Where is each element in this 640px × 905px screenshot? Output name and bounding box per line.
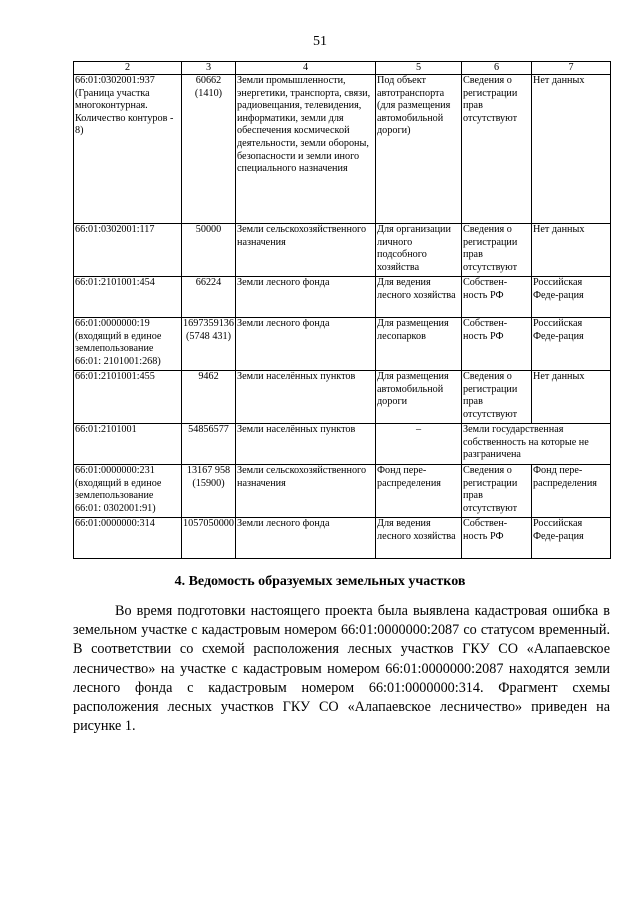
land-category-cell: Земли сельскохозяйственного назначения bbox=[236, 224, 376, 277]
cadastral-number-cell: 66:01:0000000:231 (входящий в единое землепользование 66:01: 0302001:91) bbox=[74, 465, 182, 518]
ownership-cell: Собствен-ность РФ bbox=[462, 318, 532, 371]
table-row bbox=[74, 277, 611, 318]
section-title: 4. Ведомость образуемых земельных участков bbox=[174, 574, 466, 589]
land-category-cell: Земли лесного фонда bbox=[236, 318, 376, 371]
land-category-cell: Земли населённых пунктов bbox=[236, 424, 376, 465]
owner-cell: Фонд пере-распределения bbox=[532, 465, 611, 518]
cadastral-number-cell: 66:01:0302001:117 bbox=[74, 224, 182, 277]
permitted-use-cell: Для ведения лесного хозяйства bbox=[376, 518, 462, 559]
column-header: 3 bbox=[182, 62, 236, 75]
permitted-use-cell: Для ведения лесного хозяйства bbox=[376, 277, 462, 318]
owner-cell: Нет данных bbox=[532, 371, 611, 424]
land-category-cell: Земли лесного фонда bbox=[236, 277, 376, 318]
permitted-use-cell: Для размещения лесопарков bbox=[376, 318, 462, 371]
owner-cell: Российская Феде-рация bbox=[532, 318, 611, 371]
cadastral-number-cell: 66:01:2101001:455 bbox=[74, 371, 182, 424]
ownership-cell: Земли государственная собственность на которые не разграничена bbox=[462, 424, 611, 465]
land-plots-table bbox=[73, 61, 611, 559]
area-cell: 50000 bbox=[182, 224, 236, 277]
owner-cell: Российская Феде-рация bbox=[532, 277, 611, 318]
owner-cell: Российская Феде-рация bbox=[532, 518, 611, 559]
table-row bbox=[74, 318, 611, 371]
table-row bbox=[74, 518, 611, 559]
permitted-use-cell: Под объект автотранспорта (для размещения автомобильной дороги) bbox=[376, 75, 462, 224]
table-row bbox=[74, 424, 611, 465]
area-cell: 1057050000 bbox=[182, 518, 236, 559]
owner-cell: Нет данных bbox=[532, 224, 611, 277]
table-row bbox=[74, 371, 611, 424]
table-row bbox=[74, 465, 611, 518]
land-category-cell: Земли промышленности, энергетики, транспорта, связи, радиовещания, телевидения, информатики, земли для обеспечения космической деятельности, земли обороны, безопасности и земли иного специального назначения bbox=[236, 75, 376, 224]
table-header-row bbox=[74, 62, 611, 75]
column-header: 6 bbox=[462, 62, 532, 75]
cadastral-number-cell: 66:01:2101001:454 bbox=[74, 277, 182, 318]
area-cell: 54856577 bbox=[182, 424, 236, 465]
land-category-cell: Земли сельскохозяйственного назначения bbox=[236, 465, 376, 518]
land-category-cell: Земли лесного фонда bbox=[236, 518, 376, 559]
owner-cell: Нет данных bbox=[532, 75, 611, 224]
cadastral-number-cell: 66:01:0000000:19 (входящий в единое землепользование 66:01: 2101001:268) bbox=[74, 318, 182, 371]
column-header: 4 bbox=[236, 62, 376, 75]
area-cell: 60662 (1410) bbox=[182, 75, 236, 224]
permitted-use-cell: Для организации личного подсобного хозяйства bbox=[376, 224, 462, 277]
area-cell: 66224 bbox=[182, 277, 236, 318]
page-number: 51 bbox=[313, 34, 327, 49]
table-row bbox=[74, 224, 611, 277]
cadastral-number-cell: 66:01:2101001 bbox=[74, 424, 182, 465]
body-paragraph: Во время подготовки настоящего проекта была выявлена кадастровая ошибка в земельном участке с кадастровым номером 66:01:0000000:2087 со статусом временный. В соответствии со схемой расположения лесных участков ГКУ СО «Алапаевское лесничество» на участке с кадастровым номером 66:01:0000000:2087 находятся земли лесного фонда с кадастровым номером 66:01:0000000:314. Фрагмент схемы расположения лесных участков ГКУ СО «Алапаевское лесничество» приведен на рисунке 1. bbox=[73, 603, 610, 735]
ownership-cell: Сведения о регистрации прав отсутствуют bbox=[462, 224, 532, 277]
permitted-use-cell: – bbox=[376, 424, 462, 465]
area-cell: 13167 958 (15900) bbox=[182, 465, 236, 518]
land-category-cell: Земли населённых пунктов bbox=[236, 371, 376, 424]
column-header: 2 bbox=[74, 62, 182, 75]
area-cell: 1697359136 (5748 431) bbox=[182, 318, 236, 371]
permitted-use-cell: Фонд пере-распределения bbox=[376, 465, 462, 518]
ownership-cell: Собствен-ность РФ bbox=[462, 518, 532, 559]
cadastral-number-cell: 66:01:0000000:314 bbox=[74, 518, 182, 559]
table-row bbox=[74, 75, 611, 224]
cadastral-number-cell: 66:01:0302001:937 (Граница участка многоконтурная. Количество контуров - 8) bbox=[74, 75, 182, 224]
ownership-cell: Собствен-ность РФ bbox=[462, 277, 532, 318]
ownership-cell: Сведения о регистрации прав отсутствуют bbox=[462, 465, 532, 518]
column-header: 5 bbox=[376, 62, 462, 75]
ownership-cell: Сведения о регистрации прав отсутствуют bbox=[462, 371, 532, 424]
area-cell: 9462 bbox=[182, 371, 236, 424]
permitted-use-cell: Для размещения автомобильной дороги bbox=[376, 371, 462, 424]
ownership-cell: Сведения о регистрации прав отсутствуют bbox=[462, 75, 532, 224]
column-header: 7 bbox=[532, 62, 611, 75]
